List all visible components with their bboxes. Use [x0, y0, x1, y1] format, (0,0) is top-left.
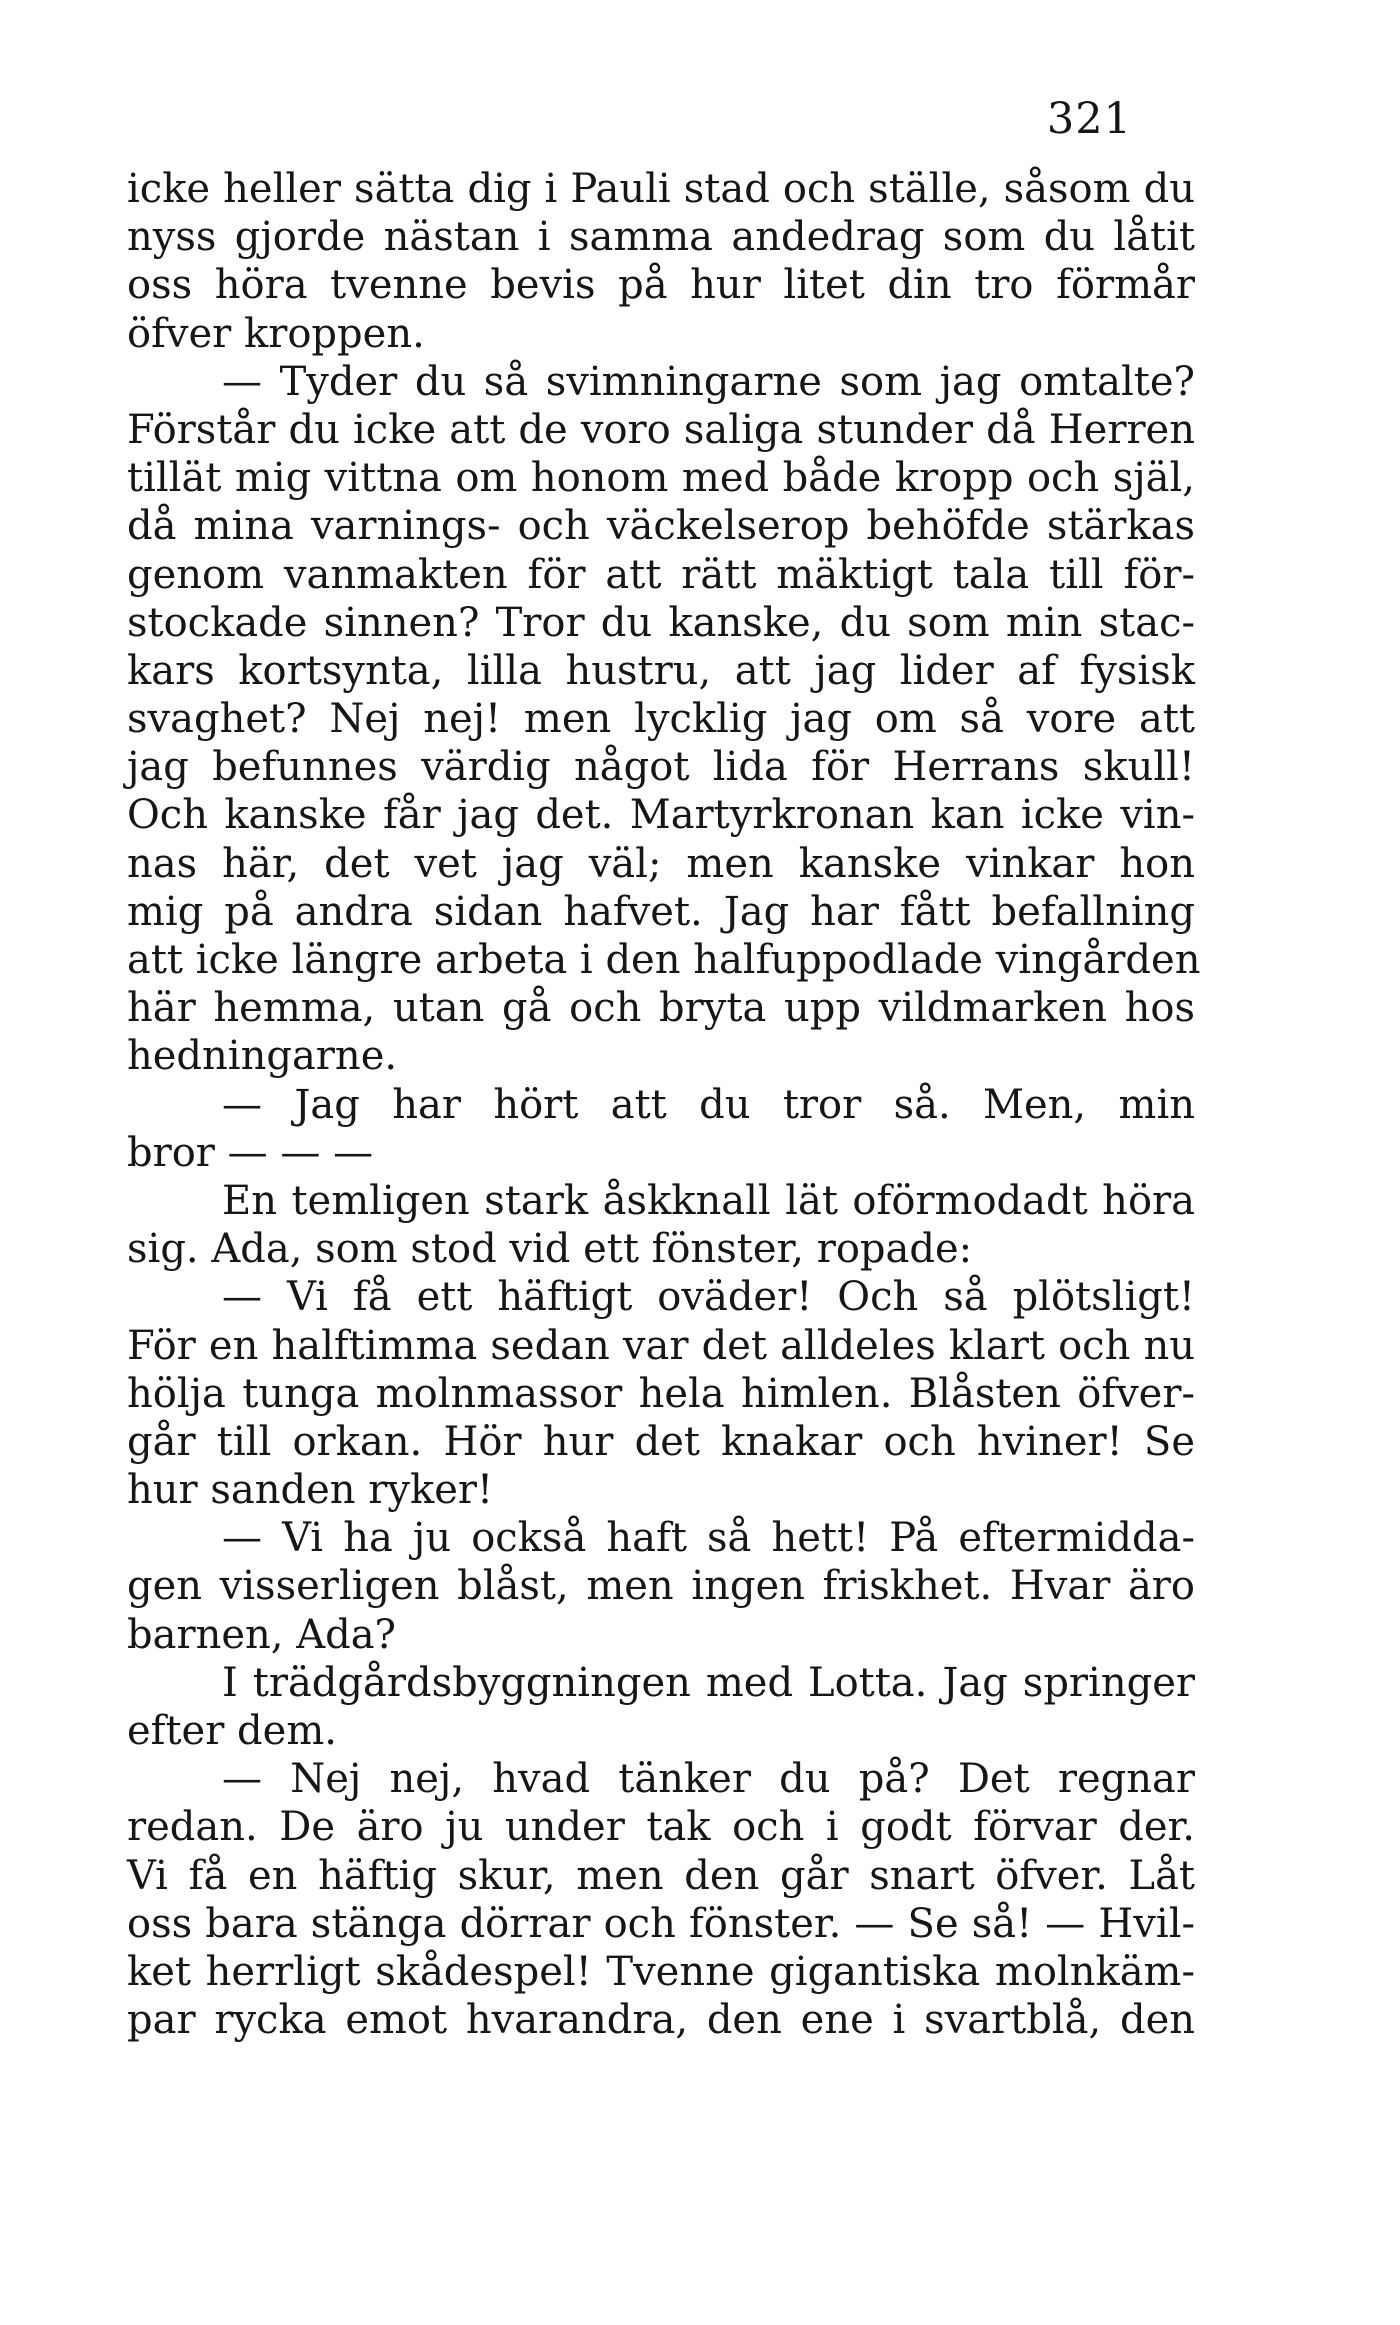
text-line: nas här, det vet jag väl; men kanske vinkar hon	[127, 840, 1195, 887]
text-line: I trädgårdsbyggningen med Lotta. Jag springer	[222, 1659, 1195, 1706]
text-line: — Tyder du så svimningarne som jag omtalte?	[222, 358, 1195, 405]
text-line: kars kortsynta, lilla hustru, att jag lider af fysisk	[127, 647, 1195, 694]
text-line: barnen, Ada?	[127, 1611, 396, 1658]
text-line: att icke längre arbeta i den halfuppodlade vingården	[127, 937, 1201, 983]
text-line: Vi få en häftig skur, men den går snart öfver. Låt	[127, 1852, 1195, 1899]
text-line: — Vi ha ju också haft så hett! På eftermidda-	[222, 1515, 1195, 1562]
text-line: — Jag har hört att du tror så. Men, min	[222, 1081, 1195, 1128]
text-line: oss höra tvenne bevis på hur litet din tro förmår	[127, 262, 1195, 309]
body-text	[127, 165, 1201, 2044]
text-line: gen visserligen blåst, men ingen friskhet. Hvar äro	[127, 1563, 1195, 1610]
text-line: mig på andra sidan hafvet. Jag har fått befallning	[127, 888, 1195, 935]
page-number: 321	[1046, 94, 1132, 144]
text-line: — Vi få ett häftigt oväder! Och så plötsligt!	[222, 1274, 1195, 1321]
text-line: bror — — —	[127, 1129, 374, 1176]
text-line: svaghet? Nej nej! men lycklig jag om så vore att	[127, 696, 1195, 743]
text-line: En temligen stark åskknall lät oförmodadt höra	[222, 1177, 1195, 1224]
text-line: oss bara stänga dörrar och fönster. — Se så! — Hvil-	[127, 1900, 1195, 1947]
text-line: då mina varnings- och väckelserop behöfde stärkas	[127, 503, 1195, 550]
text-line: hur sanden ryker!	[127, 1467, 494, 1514]
text-line: nyss gjorde nästan i samma andedrag som du låtit	[127, 214, 1195, 261]
text-line: öfver kroppen.	[127, 310, 425, 357]
text-line: ket herrligt skådespel! Tvenne gigantiska molnkäm-	[127, 1948, 1195, 1995]
text-line: par rycka emot hvarandra, den ene i svartblå, den	[127, 1997, 1195, 2044]
text-line: hölja tunga molnmassor hela himlen. Blåsten öfver-	[127, 1370, 1195, 1417]
text-line: Och kanske får jag det. Martyrkronan kan icke vin-	[127, 792, 1195, 839]
text-line: — Nej nej, hvad tänker du på? Det regnar	[222, 1756, 1195, 1803]
text-line: jag befunnes värdig något lida för Herrans skull!	[127, 744, 1195, 791]
text-line: icke heller sätta dig i Pauli stad och ställe, såsom du	[127, 166, 1195, 212]
text-line: tillät mig vittna om honom med både kropp och själ,	[127, 455, 1195, 502]
text-line: här hemma, utan gå och bryta upp vildmarken hos	[127, 985, 1195, 1032]
text-line: efter dem.	[127, 1708, 337, 1754]
text-line: går till orkan. Hör hur det knakar och hviner! Se	[127, 1418, 1195, 1465]
text-line: För en halftimma sedan var det alldeles klart och nu	[127, 1322, 1195, 1369]
text-line: Förstår du icke att de voro saliga stunder då Herren	[127, 406, 1195, 453]
text-line: sig. Ada, som stod vid ett fönster, ropade:	[127, 1226, 973, 1273]
text-line: stockade sinnen? Tror du kanske, du som min stac-	[127, 599, 1195, 646]
text-line: genom vanmakten för att rätt mäktigt tala till för-	[127, 551, 1195, 598]
text-line: hedningarne.	[127, 1033, 398, 1080]
text-line: redan. De äro ju under tak och i godt förvar der.	[127, 1804, 1195, 1851]
